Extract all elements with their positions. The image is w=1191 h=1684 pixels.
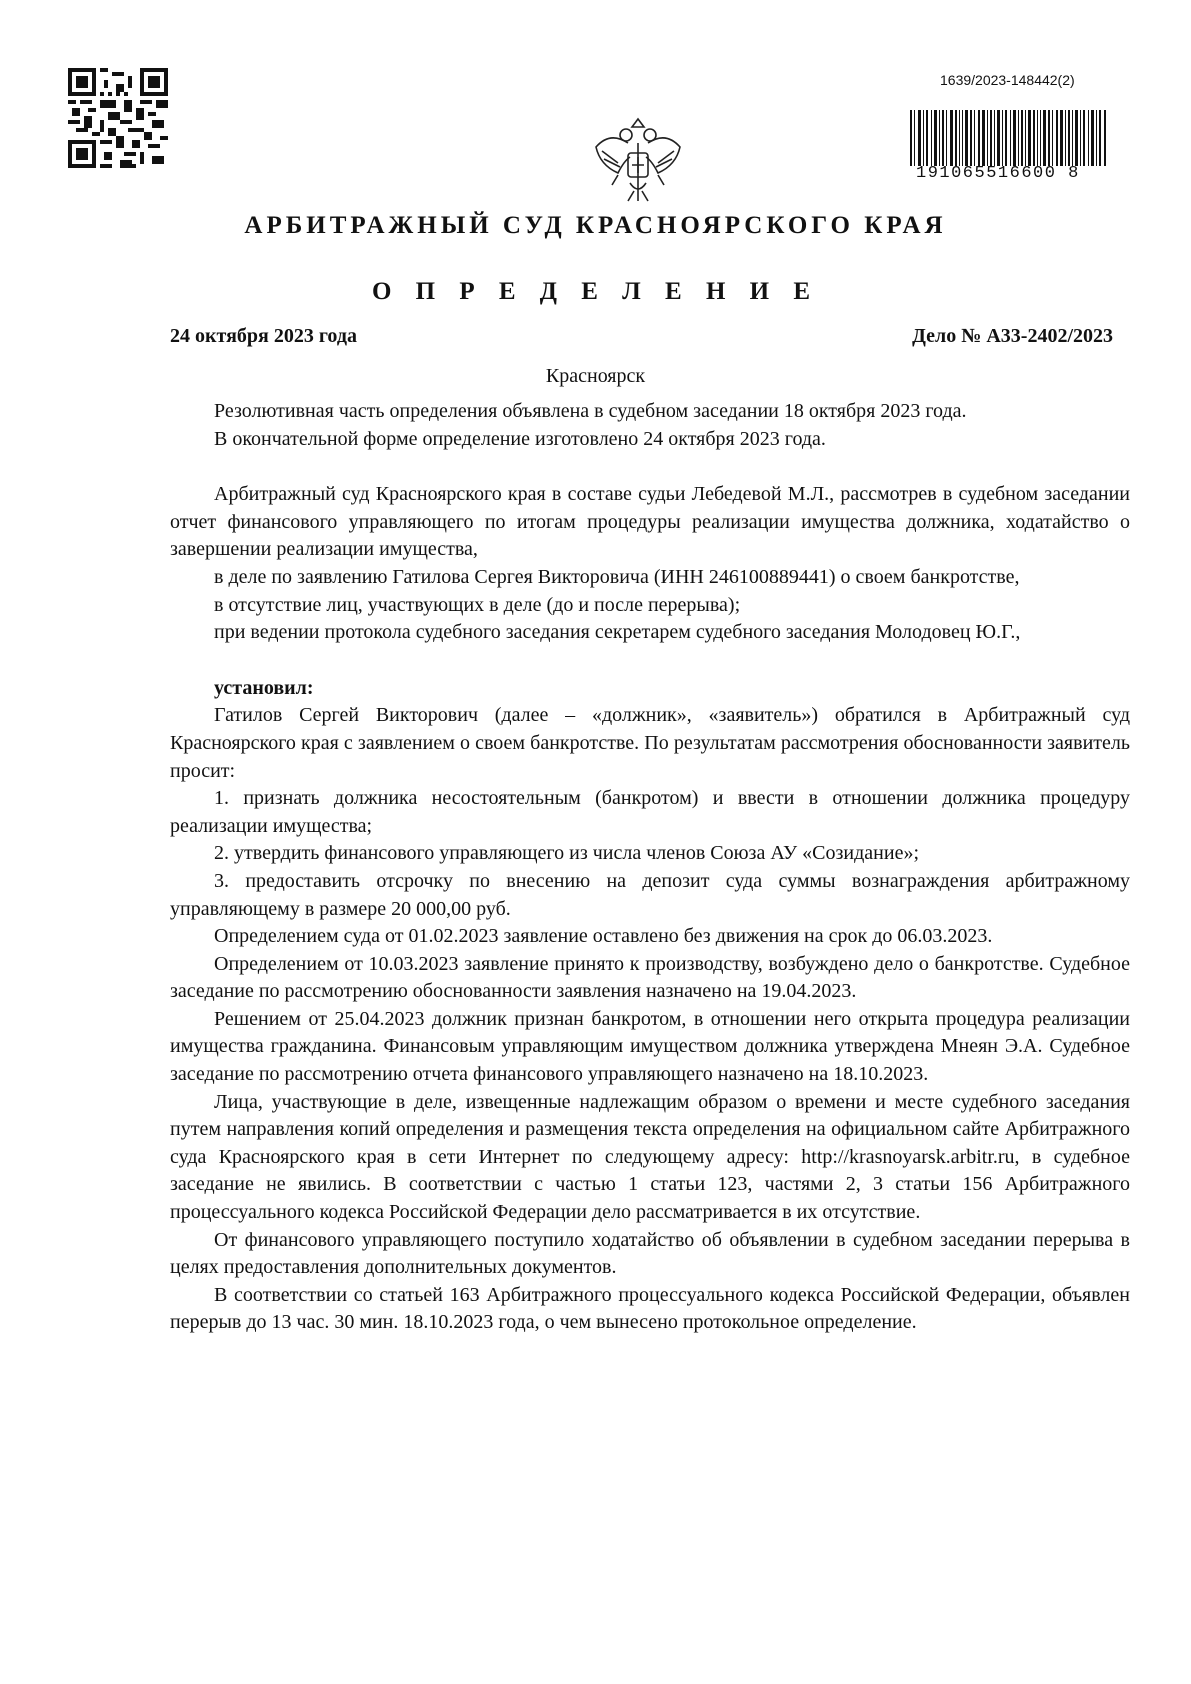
court-title: АРБИТРАЖНЫЙ СУД КРАСНОЯРСКОГО КРАЯ bbox=[244, 212, 947, 239]
coat-of-arms-emblem bbox=[588, 113, 688, 213]
body-paragraph: Определением от 10.03.2023 заявление принято к производству, возбуждено дело о банкротстве. Судебное заседание по рассмотрению обоснованности заявления назначено на 19.04.2023. bbox=[170, 952, 1130, 1003]
body-paragraph: От финансового управляющего поступило ходатайство об объявлении в судебном заседании перерыва в целях предоставления дополнительных документов. bbox=[170, 1228, 1130, 1279]
body-paragraph: в деле по заявлению Гатилова Сергея Викторовича (ИНН 246100889441) о своем банкротстве, bbox=[214, 565, 1020, 588]
body-paragraph: Лица, участвующие в деле, извещенные надлежащим образом о времени и месте судебного заседания путем направления копий определения и размещения текста определения на официальном сайте Арбитражного суда Красноярского края в сети Интернет по следующему адресу: http://krasnoyarsk.arbitr.ru, в судебное заседание не явились. В соответствии с частью 1 статьи 123, частями 2, 3 статьи 156 Арбитражного процессуального кодекса Российской Федерации дело рассматривается в их отсутствие. bbox=[170, 1090, 1130, 1224]
body-paragraph: Определением суда от 01.02.2023 заявление оставлено без движения на срок до 06.03.2023. bbox=[214, 925, 993, 948]
body-paragraph: В соответствии со статьей 163 Арбитражного процессуального кодекса Российской Федерации, объявлен перерыв до 13 час. 30 мин. 18.10.2023 года, о чем вынесено протокольное определение. bbox=[170, 1283, 1130, 1334]
body-paragraph: 2. утвердить финансового управляющего из числа членов Союза АУ «Созидание»; bbox=[214, 842, 920, 865]
body-paragraph: Решением от 25.04.2023 должник признан банкротом, в отношении него открыта процедура реализации имущества гражданина. Финансовым управляющим имуществом должника утверждена Мнеян Э.А. Судебное заседание по рассмотрению отчета финансового управляющего назначено на 18.10.2023. bbox=[170, 1007, 1130, 1086]
barcode-bars bbox=[910, 110, 1106, 166]
body-paragraph: при ведении протокола судебного заседания секретарем судебного заседания Молодовец Ю.Г., bbox=[214, 621, 1021, 644]
body-paragraph: Гатилов Сергей Викторович (далее – «должник», «заявитель») обратился в Арбитражный суд Красноярского края с заявлением о своем банкротстве. По результатам рассмотрения обоснованности заявитель просит: bbox=[170, 704, 1130, 782]
city: Красноярск bbox=[545, 365, 646, 387]
qr-code bbox=[68, 68, 168, 168]
body-paragraph: в отсутствие лиц, участвующих в деле (до и после перерыва); bbox=[214, 593, 741, 616]
body-paragraph: 1. признать должника несостоятельным (банкротом) и ввести в отношении должника процедуру реализации имущества; bbox=[170, 787, 1130, 837]
established-label: установил: bbox=[214, 676, 314, 699]
document-type-heading: О П Р Е Д Е Л Е Н И Е bbox=[371, 278, 820, 305]
barcode bbox=[910, 110, 1110, 186]
document-number: 1639/2023-148442(2) bbox=[940, 72, 1075, 88]
case-number: Дело № А33-2402/2023 bbox=[912, 325, 1113, 347]
body-paragraph: Арбитражный суд Красноярского края в составе судьи Лебедевой М.Л., рассмотрев в судебном заседании отчет финансового управляющего по итогам процедуры реализации имущества должника, ходатайство о завершении реализации имущества, bbox=[170, 483, 1130, 561]
document-body bbox=[170, 398, 1130, 1337]
barcode-digits: 191065516600 8 bbox=[916, 164, 1080, 183]
body-paragraph: Резолютивная часть определения объявлена в судебном заседании 18 октября 2023 года. bbox=[214, 400, 967, 422]
decision-date: 24 октября 2023 года bbox=[170, 325, 357, 347]
body-paragraph: В окончательной форме определение изготовлено 24 октября 2023 года. bbox=[214, 427, 826, 450]
body-paragraph: 3. предоставить отсрочку по внесению на депозит суда суммы вознаграждения арбитражному управляющему в размере 20 000,00 руб. bbox=[170, 869, 1130, 920]
